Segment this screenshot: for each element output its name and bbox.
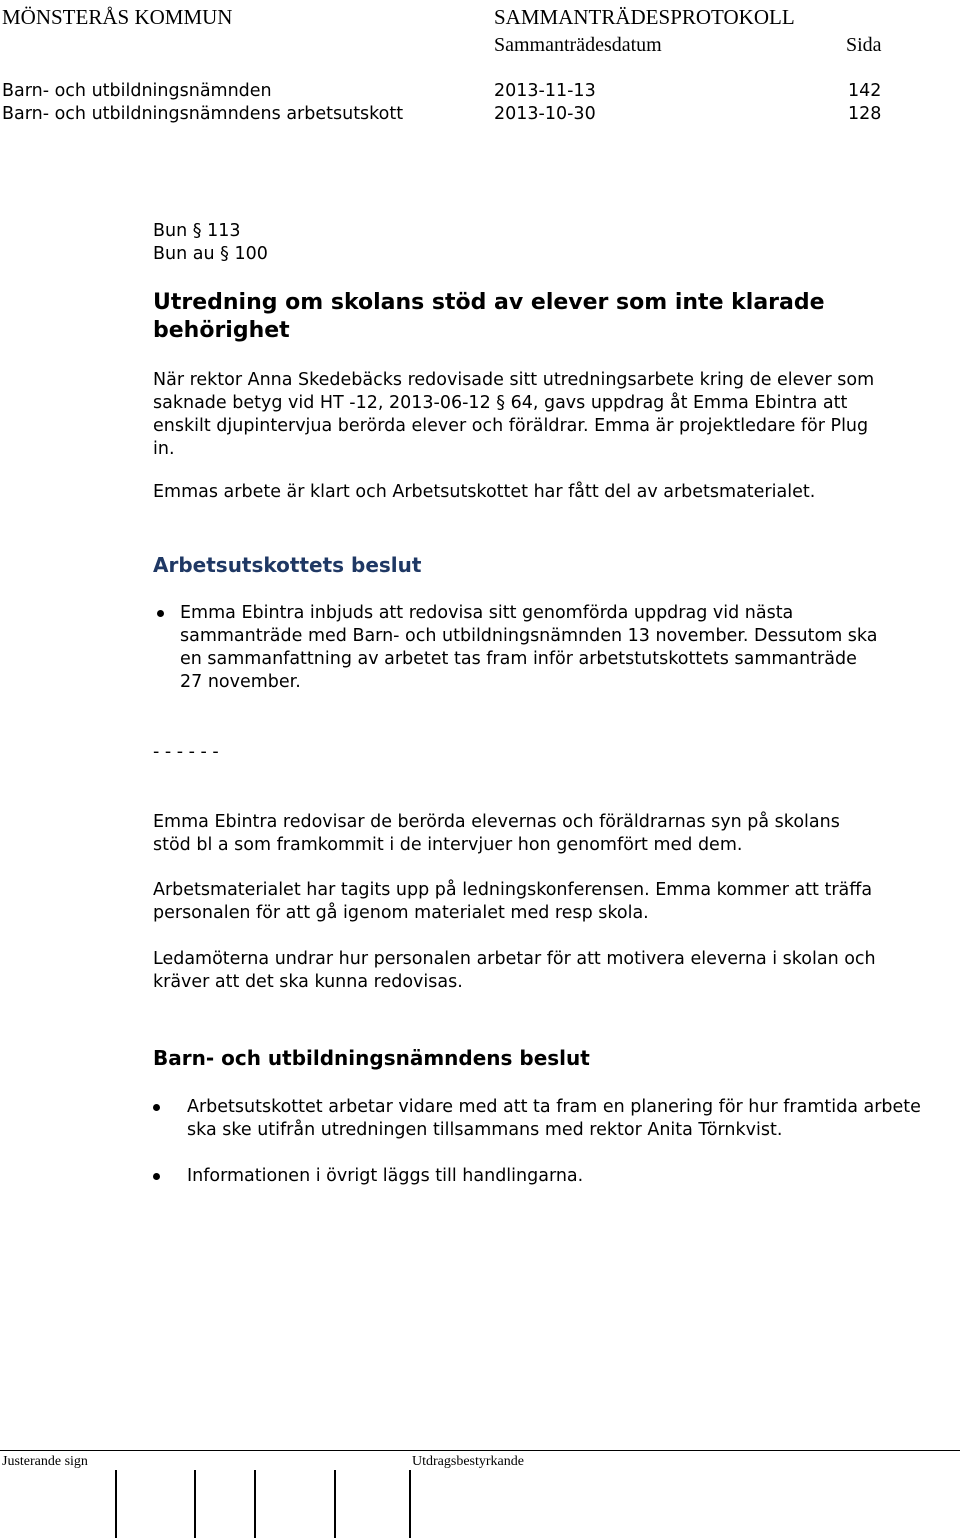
paragraph: Arbetsmaterialet har tagits upp på ledningskonferensen. Emma kommer att träffa personalen för att gå igenom materialet med resp skola. bbox=[153, 880, 873, 923]
signature-box-divider bbox=[254, 1470, 256, 1538]
municipality-name: MÖNSTERÅS KOMMUN bbox=[2, 5, 233, 29]
paragraph: Emmas arbete är klart och Arbetsutskottet har fått del av arbetsmaterialet. bbox=[153, 482, 816, 502]
signature-box-divider bbox=[115, 1470, 117, 1538]
item-title: Utredning om skolans stöd av elever som inte klarade behörighet bbox=[153, 290, 825, 343]
utdragsbestyrkande-label: Utdragsbestyrkande bbox=[412, 1454, 524, 1469]
page-number: 142 bbox=[848, 81, 882, 101]
committee-name: Barn- och utbildningsnämndens arbetsutskott bbox=[2, 104, 404, 124]
list-item-text: Arbetsutskottet arbetar vidare med att ta fram en planering för hur framtida arbete ska ske utifrån utredningen tillsammans med rektor Anita Törnkvist. bbox=[187, 1097, 921, 1140]
list-item bbox=[180, 602, 880, 694]
bullet-icon bbox=[157, 610, 164, 617]
list-item-text: Emma Ebintra inbjuds att redovisa sitt genomförda uppdrag vid nästa sammanträde med Barn- och utbildningsnämnden 13 november. Dessutom ska en sammanfattning av arbetet tas fram inför arbetstutskottets sammanträde 27 november. bbox=[180, 603, 878, 692]
meeting-date: 2013-10-30 bbox=[494, 104, 596, 124]
list-item-text: Informationen i övrigt läggs till handlingarna. bbox=[187, 1166, 584, 1186]
meeting-date-label: Sammanträdesdatum bbox=[494, 34, 662, 56]
page-label: Sida bbox=[846, 34, 882, 56]
page-number: 128 bbox=[848, 104, 882, 124]
signature-box-divider bbox=[409, 1470, 411, 1538]
list-item bbox=[187, 1165, 927, 1188]
list-item bbox=[187, 1096, 927, 1142]
separator: - - - - - - bbox=[153, 742, 219, 762]
bun-decision-list bbox=[187, 1096, 927, 1188]
signature-box-divider bbox=[334, 1470, 336, 1538]
bullet-icon bbox=[153, 1104, 160, 1111]
au-decision-list bbox=[180, 602, 880, 694]
bullet-icon bbox=[153, 1173, 160, 1180]
section-references bbox=[153, 220, 268, 266]
footer-divider bbox=[0, 1450, 960, 1451]
protocol-title: SAMMANTRÄDESPROTOKOLL bbox=[494, 5, 795, 29]
committee-name: Barn- och utbildningsnämnden bbox=[2, 81, 272, 101]
paragraph: När rektor Anna Skedebäcks redovisade sitt utredningsarbete kring de elever som saknade betyg vid HT -12, 2013-06-12 § 64, gavs uppdrag åt Emma Ebintra att enskilt djupintervjua berörda elever och föräldrar. Emma är projektledare för Plug in. bbox=[153, 370, 875, 459]
meeting-date: 2013-11-13 bbox=[494, 81, 596, 101]
bun-decision-heading: Barn- och utbildningsnämndens beslut bbox=[153, 1046, 590, 1070]
section-reference: Bun § 113 bbox=[153, 221, 241, 241]
signature-box-divider bbox=[194, 1470, 196, 1538]
paragraph: Emma Ebintra redovisar de berörda elevernas och föräldrarnas syn på skolans stöd bl a som framkommit i de intervjuer hon genomfört med dem. bbox=[153, 812, 840, 855]
section-reference: Bun au § 100 bbox=[153, 244, 268, 264]
justerande-sign-label: Justerande sign bbox=[2, 1454, 88, 1469]
au-decision-heading: Arbetsutskottets beslut bbox=[153, 553, 422, 577]
paragraph: Ledamöterna undrar hur personalen arbetar för att motivera eleverna i skolan och kräver att det ska kunna redovisas. bbox=[153, 949, 876, 992]
